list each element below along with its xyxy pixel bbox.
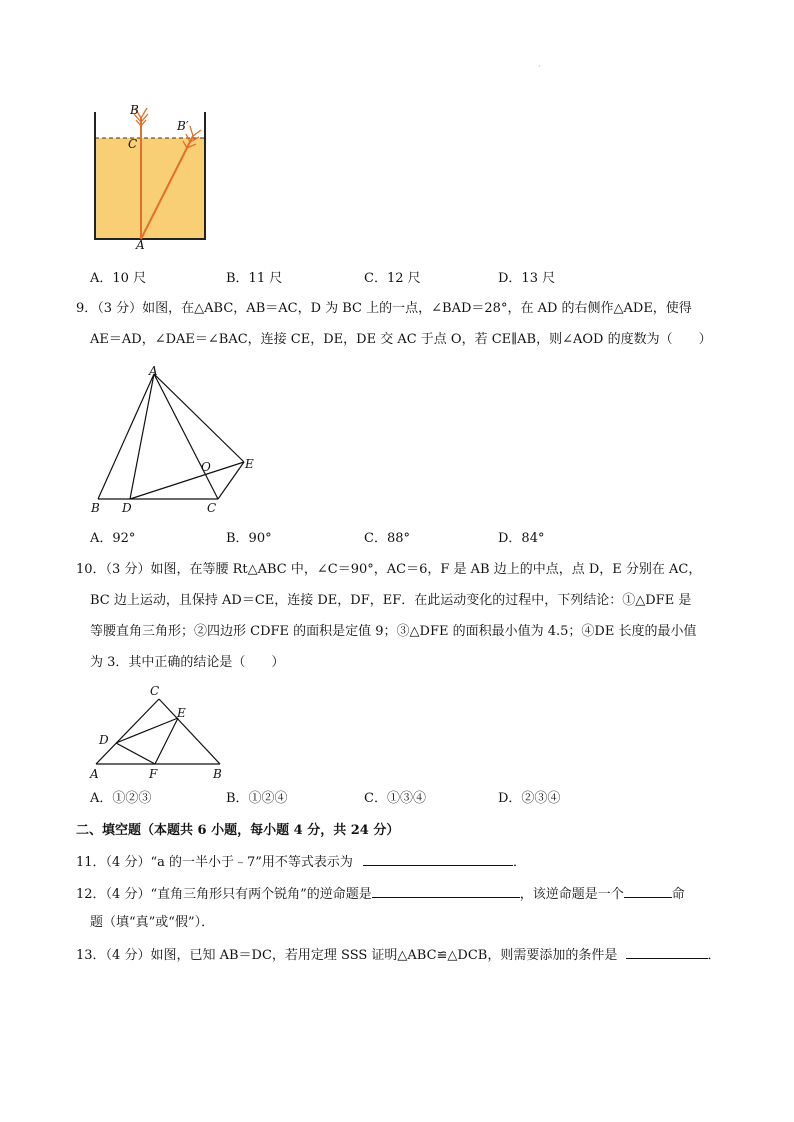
q12-tail: 命 [671, 887, 685, 902]
q9-option-a[interactable]: A．92° [90, 531, 136, 546]
q12-answer-blank-2[interactable] [624, 884, 672, 898]
q12 [76, 884, 685, 904]
q10-label-B: B [213, 767, 222, 781]
q9-option-c[interactable]: C．88° [364, 531, 410, 546]
q10-option-a[interactable]: A．①②③ [90, 791, 152, 806]
q10-label-C: C [150, 684, 160, 698]
q8-option-d[interactable]: D．13 尺 [498, 271, 556, 286]
q9-text-line1: 9．（3 分）如图，在△ABC，AB＝AC，D 为 BC 上的一点，∠BAD＝28°，在 AD 的右侧作△ADE，使得 [76, 301, 692, 316]
top-mark: · [538, 62, 541, 71]
q9-label-A: A [149, 364, 158, 378]
q8-label-C: C [128, 137, 138, 151]
q9-text-line2: AE＝AD，∠DAE＝∠BAC，连接 CE，DE，DE 交 AC 于点 O，若 CE∥AB，则∠AOD 的度数为（ ） [90, 332, 712, 347]
q8-option-a[interactable]: A．10 尺 [90, 271, 147, 286]
q8-label-B: B [130, 103, 139, 117]
q13-text: 13．（4 分）如图，已知 AB＝DC，若用定理 SSS 证明△ABC≌△DCB，则需要添加的条件是 [76, 948, 618, 963]
q10-option-b[interactable]: B．①②④ [226, 791, 288, 806]
q10-text-line1: 10．（3 分）如图，在等腰 Rt△ABC 中，∠C＝90°，AC＝6，F 是 AB 边上的中点，点 D，E 分别在 AC， [76, 562, 702, 577]
water-fill [95, 138, 205, 239]
q10-figure [86, 682, 236, 782]
q10-label-D: D [99, 733, 109, 747]
q11-end: ． [513, 855, 527, 870]
section2-title: 二、填空题（本题共 6 小题，每小题 4 分，共 24 分） [76, 823, 400, 838]
q8-figure [86, 96, 216, 252]
q9-label-C: C [207, 501, 217, 515]
q9-label-E: E [245, 457, 254, 471]
q10-text-line4: 为 3．其中正确的结论是（ ） [90, 655, 285, 670]
q9-option-b[interactable]: B．90° [226, 531, 272, 546]
q10-text-line2: BC 边上运动，且保持 AD＝CE，连接 DE，DF，EF．在此运动变化的过程中，下列结论：①△DFE 是 [90, 593, 692, 608]
q11-answer-blank[interactable] [363, 852, 513, 866]
q8-option-b[interactable]: B．11 尺 [226, 271, 283, 286]
q9-figure [86, 362, 266, 522]
q12-text: 12．（4 分）“直角三角形只有两个锐角”的逆命题是 [76, 887, 372, 902]
q12-text-line2: 题（填“真”或“假”）． [90, 915, 215, 930]
q10-label-F: F [149, 767, 158, 781]
q11-text: 11．（4 分）“a 的一半小于﹣7”用不等式表示为 [76, 855, 353, 870]
q9-label-D: D [122, 501, 132, 515]
q10-label-E: E [177, 706, 186, 720]
q10-label-A: A [90, 767, 99, 781]
q8-option-c[interactable]: C．12 尺 [364, 271, 421, 286]
q12-answer-blank-1[interactable] [372, 884, 520, 898]
q9-label-B: B [91, 501, 100, 515]
q9-option-d[interactable]: D．84° [498, 531, 545, 546]
q13-end: ． [707, 948, 721, 963]
q8-label-A: A [136, 238, 145, 252]
q13 [76, 945, 721, 965]
q11 [76, 852, 526, 872]
q8-label-Bprime: B′ [177, 119, 189, 133]
q12-mid: ，该逆命题是一个 [519, 887, 624, 902]
q13-answer-blank[interactable] [626, 945, 708, 959]
q9-label-O: O [201, 460, 211, 474]
q10-option-d[interactable]: D．②③④ [498, 791, 561, 806]
q10-text-line3: 等腰直角三角形；②四边形 CDFE 的面积是定值 9；③△DFE 的面积最小值为 4.5；④DE 长度的最小值 [90, 624, 697, 639]
q10-option-c[interactable]: C．①③④ [364, 791, 426, 806]
